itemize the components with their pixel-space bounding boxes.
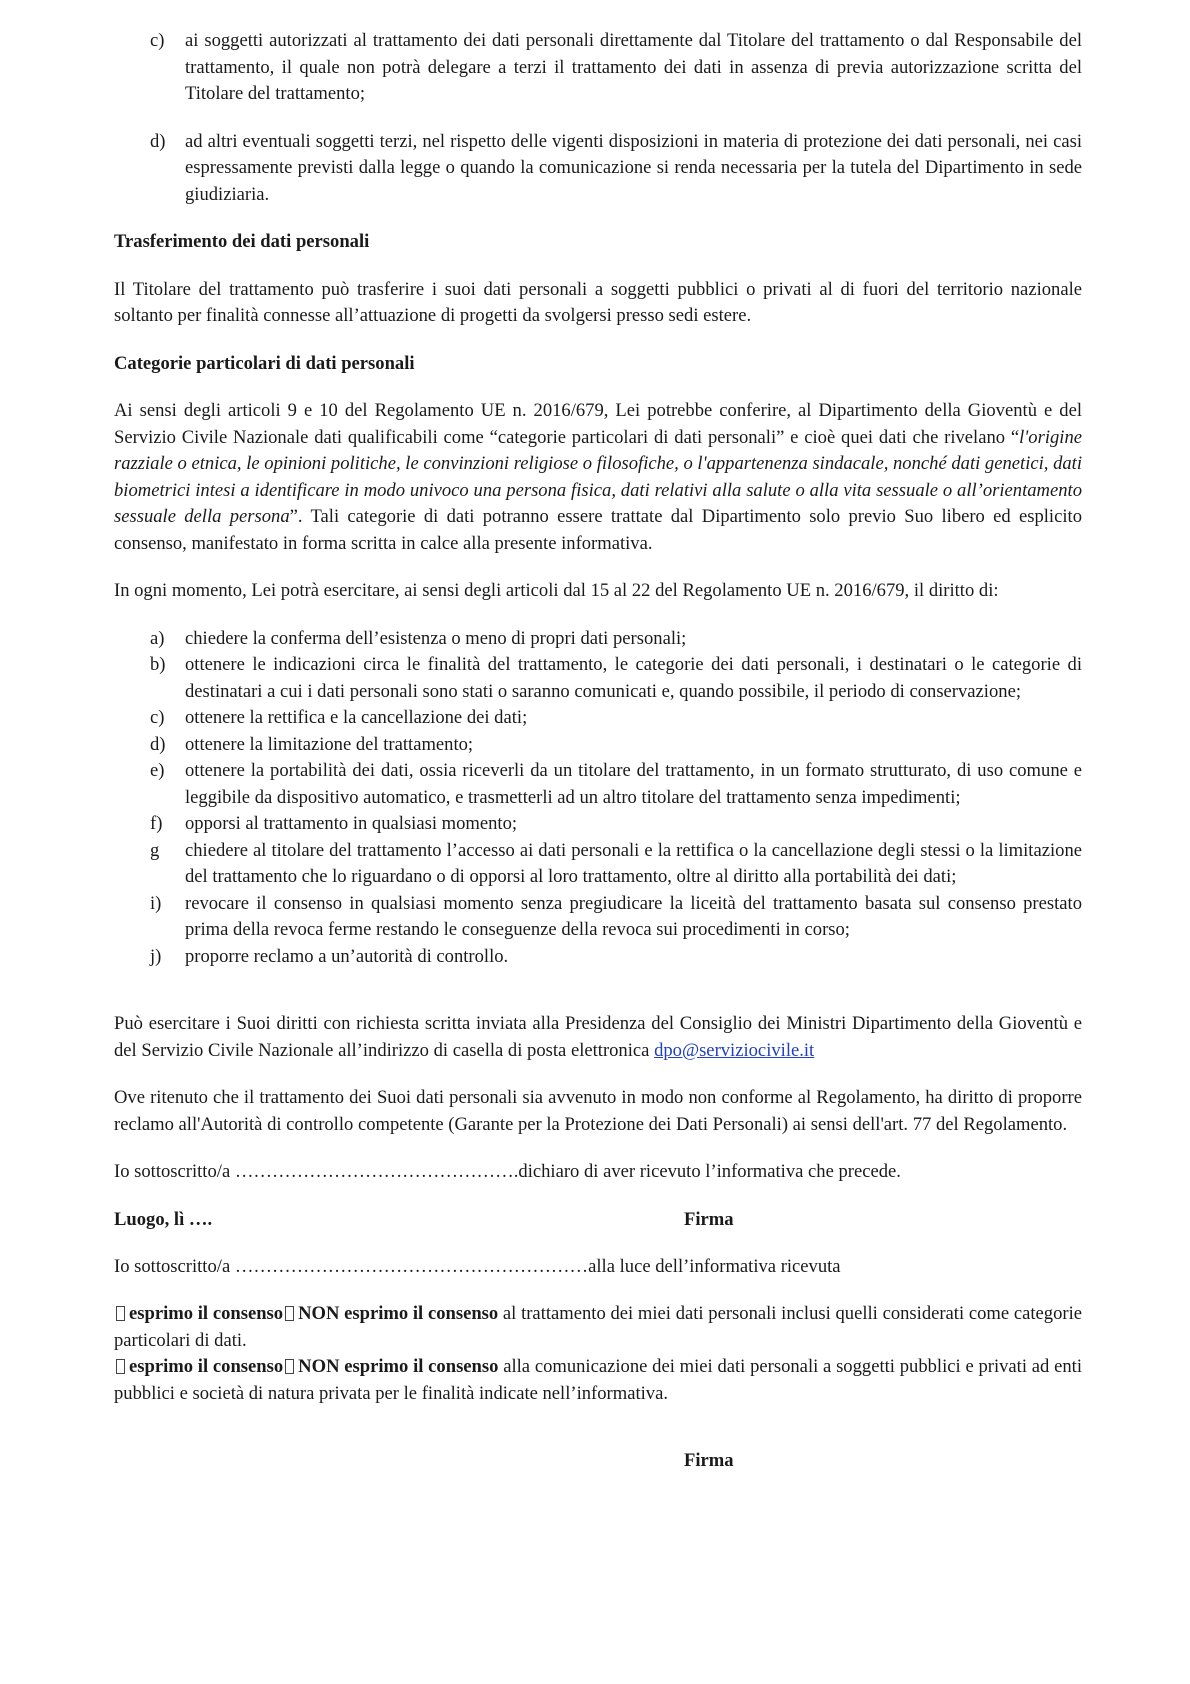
consent-yes-label: esprimo il consenso (129, 1303, 284, 1324)
consent-no-label: NON esprimo il consenso (298, 1356, 499, 1377)
list-item-text: ottenere la rettifica e la cancellazione dei dati; (185, 707, 528, 728)
paragraph-text: Ai sensi degli articoli 9 e 10 del Regolamento UE n. 2016/679, Lei potrebbe conferire, al Dipartimento della Gioventù e del Servizio Civile Nazionale dati qualificabili come “categorie particolari di dati personali” e cioè quei dati che rivelano “ (114, 400, 1082, 448)
list-item-text: ottenere la portabilità dei dati, ossia riceverli da un titolare del trattamento, in un formato strutturato, di uso comune e leggibile da dispositivo automatico, e trasmetterli ad un altro titolare del trattamento senza impedimenti; (185, 760, 1082, 808)
place-signature-row (114, 1207, 1082, 1233)
place-date-label: Luogo, lì …. (114, 1208, 213, 1230)
list-item-text: opporsi al trattamento in qualsiasi momento; (185, 813, 518, 834)
list-item-text: ai soggetti autorizzati al trattamento dei dati personali direttamente dal Titolare del trattamento o dal Responsabile del trattamento, il quale non potrà delegare a terzi il trattamento dei dati in assenza di previa autorizzazione scritta del Titolare del trattamento; (185, 30, 1082, 104)
list-item (114, 626, 1082, 653)
list-item (114, 705, 1082, 732)
list-marker: j) (150, 945, 162, 967)
list-marker: i) (150, 892, 162, 914)
list-item (114, 891, 1082, 944)
checkbox-consent-no[interactable] (285, 1359, 294, 1374)
list-item (114, 811, 1082, 838)
special-categories-paragraph (114, 398, 1082, 557)
list-item-text: proporre reclamo a un’autorità di controllo. (185, 945, 509, 967)
section-heading-transfer: Trasferimento dei dati personali (114, 231, 370, 252)
list-item (114, 838, 1082, 891)
consent-communication (114, 1354, 1082, 1407)
section-heading-special-categories: Categorie particolari di dati personali (114, 352, 415, 374)
checkbox-consent-yes[interactable] (116, 1306, 125, 1321)
document-page (114, 28, 1082, 1474)
list-marker: c) (150, 707, 165, 728)
list-item (114, 944, 1082, 971)
signature-label-final: Firma (684, 1450, 734, 1471)
list-item-text: revocare il consenso in qualsiasi momento senza pregiudicare la liceità del trattamento basata sul consenso prestato prima della revoca ferme restando le conseguenze della revoca sui procedimenti in corso; (185, 892, 1082, 940)
list-item-text: ottenere le indicazioni circa le finalità del trattamento, le categorie dei dati personali, i destinatari o le categorie di destinatari a cui i dati personali sono stati o saranno comunicati e, quando possibile, il periodo di conservazione; (185, 654, 1082, 702)
quoted-italic-text: l'origine razziale o etnica, le opinioni politiche, le convinzioni religiose o filosofiche, o l'appartenenza sindacale, nonché dati genetici, dati biometrici intesi a identificare in modo univoco una persona fisica, dati relativi alla salute o alla vita sessuale o all’orientamento sessuale della persona (114, 426, 1082, 527)
list-item (114, 758, 1082, 811)
declaration-informed: Io sottoscritto/a …………………………………………………alla luce dell’informativa ricevuta (114, 1255, 841, 1277)
signature-label: Firma (684, 1208, 734, 1230)
rights-intro: In ogni momento, Lei potrà esercitare, ai sensi degli articoli dal 15 al 22 del Regolamento UE n. 2016/679, il diritto di: (114, 580, 999, 601)
list-marker: b) (150, 654, 166, 675)
list-marker: g (150, 839, 160, 861)
checkbox-consent-yes[interactable] (116, 1359, 125, 1374)
rights-list (114, 626, 1082, 971)
declaration-received: Io sottoscritto/a ……………………………………….dichiaro di aver ricevuto l’informativa che precede. (114, 1161, 901, 1182)
list-marker: e) (150, 760, 165, 781)
list-item-d (114, 129, 1082, 209)
paragraph-text: Può esercitare i Suoi diritti con richiesta scritta inviata alla Presidenza del Consiglio dei Ministri Dipartimento della Gioventù e del Servizio Civile Nazionale all’indirizzo di casella di posta elettronica (114, 1013, 1082, 1061)
list-item-c (114, 28, 1082, 108)
list-item-text: ad altri eventuali soggetti terzi, nel rispetto delle vigenti disposizioni in materia di protezione dei dati personali, nei casi espressamente previsti dalla legge o quando la comunicazione si renda necessaria per la tutela del Dipartimento in sede giudiziaria. (185, 130, 1082, 205)
list-item-text: chiedere la conferma dell’esistenza o meno di propri dati personali; (185, 627, 687, 649)
consent-no-label: NON esprimo il consenso (298, 1303, 499, 1324)
final-signature-row (114, 1448, 1082, 1474)
checkbox-consent-no[interactable] (285, 1306, 294, 1321)
list-marker: d) (150, 733, 166, 755)
consent-text: al trattamento dei miei dati personali inclusi quelli considerati come categorie particolari di dati. (114, 1303, 1082, 1351)
dpo-email-link[interactable]: dpo@serviziocivile.it (654, 1039, 815, 1061)
consent-yes-label: esprimo il consenso (129, 1356, 284, 1377)
consent-processing (114, 1301, 1082, 1354)
list-marker: a) (150, 627, 165, 649)
list-item (114, 652, 1082, 705)
paragraph-text: ”. Tali categorie di dati potranno essere trattate dal Dipartimento solo previo Suo libero ed esplicito consenso, manifestato in forma scritta in calce alla presente informativa. (114, 506, 1082, 554)
list-item (114, 732, 1082, 759)
transfer-paragraph: Il Titolare del trattamento può trasferire i suoi dati personali a soggetti pubblici o privati al di fuori del territorio nazionale soltanto per finalità connesse all’attuazione di progetti da svolgersi presso sedi estere. (114, 278, 1082, 326)
exercise-rights-paragraph (114, 1011, 1082, 1064)
complaint-paragraph: Ove ritenuto che il trattamento dei Suoi dati personali sia avvenuto in modo non conforme al Regolamento, ha diritto di proporre reclamo all'Autorità di controllo competente (Garante per la Protezione dei Dati Personali) ai sensi dell'art. 77 del Regolamento. (114, 1087, 1082, 1135)
list-item-text: ottenere la limitazione del trattamento; (185, 733, 474, 755)
consent-text: alla comunicazione dei miei dati personali a soggetti pubblici e privati ad enti pubblici e società di natura privata per le finalità indicate nell’informativa. (114, 1356, 1082, 1404)
list-item-text: chiedere al titolare del trattamento l’accesso ai dati personali e la rettifica o la cancellazione degli stessi o la limitazione del trattamento che lo riguardano o di opporsi al loro trattamento, oltre al diritto alla portabilità dei dati; (185, 839, 1082, 887)
list-marker: c) (150, 30, 165, 51)
list-marker: d) (150, 130, 166, 152)
list-marker: f) (150, 813, 163, 834)
